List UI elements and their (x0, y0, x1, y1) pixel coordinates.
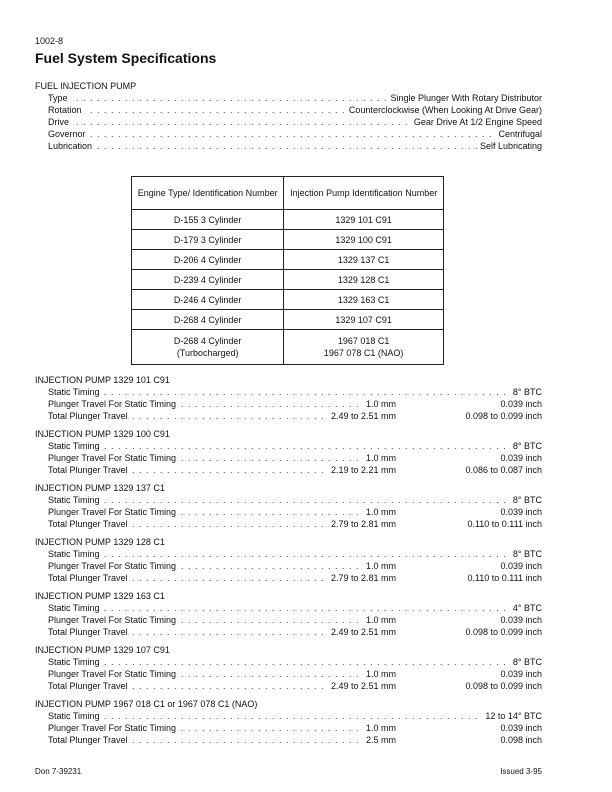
table-row (132, 250, 444, 270)
static-timing-row: . . . Static Timing 8° BTC (48, 656, 542, 668)
engine-cell: D-268 4 Cylinder (132, 310, 284, 330)
engine-cell: D-246 4 Cylinder (132, 290, 284, 310)
static-timing-row: . . . Static Timing 8° BTC (48, 386, 542, 398)
spec-label: Rotation (48, 104, 85, 116)
column-header-engine: Engine Type/ Identification Number (132, 177, 284, 210)
section-heading: FUEL INJECTION PUMP (35, 81, 137, 91)
table-row (132, 210, 444, 230)
static-timing-row: . . . Static Timing 8° BTC (48, 440, 542, 452)
total-travel-row: . . . Total Plunger Travel 2.49 to 2.51 mm 0.098 to 0.099 inch (48, 680, 542, 692)
plunger-travel-row: . . . Plunger Travel For Static Timing 1.0 mm 0.039 inch (48, 668, 542, 680)
total-travel-row: . . . Total Plunger Travel 2.49 to 2.51 mm 0.098 to 0.099 inch (48, 410, 542, 422)
page-number: 1002-8 (35, 36, 64, 46)
engine-cell: D-206 4 Cylinder (132, 250, 284, 270)
pump-cell: 1329 128 C1 (284, 270, 444, 290)
total-travel-row: . . . Total Plunger Travel 2.79 to 2.81 mm 0.110 to 0.111 inch (48, 518, 542, 530)
table-header-row (132, 177, 444, 210)
table-row (132, 330, 444, 365)
engine-cell: D-268 4 Cylinder (Turbocharged) (132, 330, 284, 365)
spec-row-lubrication (48, 140, 542, 152)
static-timing-row: . . . Static Timing 12 to 14° BTC (48, 710, 542, 722)
pump-section (35, 374, 542, 422)
pump-heading: INJECTION PUMP 1329 107 C91 (35, 645, 170, 655)
total-travel-row: . . . Total Plunger Travel 2.5 mm 0.098 inch (48, 734, 542, 746)
spec-value: Gear Drive At 1/2 Engine Speed (411, 116, 542, 128)
spec-label: Governor (48, 128, 89, 140)
table-row (132, 230, 444, 250)
pump-section (35, 644, 542, 692)
spec-row-drive (48, 116, 542, 128)
issue-date: Issued 3-95 (500, 767, 542, 776)
pump-heading: INJECTION PUMP 1329 128 C1 (35, 537, 165, 547)
pump-heading: INJECTION PUMP 1967 018 C1 or 1967 078 C1 (NAO) (35, 699, 258, 709)
spec-value: Counterclockwise (When Looking At Drive Gear) (346, 104, 542, 116)
identification-table (131, 176, 444, 365)
pump-section (35, 536, 542, 584)
static-timing-row: . . . Static Timing 8° BTC (48, 548, 542, 560)
page-title: Fuel System Specifications (35, 50, 217, 66)
spec-row-rotation (48, 104, 542, 116)
engine-cell: D-239 4 Cylinder (132, 270, 284, 290)
spec-row-type (48, 92, 542, 104)
spec-value: Centrifugal (495, 128, 542, 140)
spec-value: Self Lubricating (477, 140, 542, 152)
plunger-travel-row: . . . Plunger Travel For Static Timing 1.0 mm 0.039 inch (48, 614, 542, 626)
engine-cell: D-179 3 Cylinder (132, 230, 284, 250)
pump-cell: 1967 018 C1 1967 078 C1 (NAO) (284, 330, 444, 365)
static-timing-row: . . . Static Timing 4° BTC (48, 602, 542, 614)
table-row (132, 270, 444, 290)
table-row (132, 310, 444, 330)
pump-cell: 1329 100 C91 (284, 230, 444, 250)
table-row (132, 290, 444, 310)
pump-heading: INJECTION PUMP 1329 100 C91 (35, 429, 170, 439)
spec-label: Type (48, 92, 71, 104)
pump-section (35, 698, 542, 746)
column-header-pump: Injection Pump Identification Number (284, 177, 444, 210)
pump-heading: INJECTION PUMP 1329 163 C1 (35, 591, 165, 601)
pump-section (35, 590, 542, 638)
pump-section (35, 428, 542, 476)
pump-cell: 1329 163 C1 (284, 290, 444, 310)
pump-cell: 1329 137 C1 (284, 250, 444, 270)
plunger-travel-row: . . . Plunger Travel For Static Timing 1.0 mm 0.039 inch (48, 506, 542, 518)
spec-label: Drive (48, 116, 72, 128)
plunger-travel-row: . . . Plunger Travel For Static Timing 1.0 mm 0.039 inch (48, 722, 542, 734)
plunger-travel-row: . . . Plunger Travel For Static Timing 1.0 mm 0.039 inch (48, 560, 542, 572)
plunger-travel-row: . . . Plunger Travel For Static Timing 1.0 mm 0.039 inch (48, 398, 542, 410)
pump-heading: INJECTION PUMP 1329 101 C91 (35, 375, 170, 385)
total-travel-row: . . . Total Plunger Travel 2.79 to 2.81 mm 0.110 to 0.111 inch (48, 572, 542, 584)
pump-cell: 1329 107 C91 (284, 310, 444, 330)
spec-value: Single Plunger With Rotary Distributor (387, 92, 542, 104)
pump-cell: 1329 101 C91 (284, 210, 444, 230)
document-number: Don 7-39231 (35, 767, 82, 776)
spec-label: Lubrication (48, 140, 95, 152)
fuel-injection-pump-section (35, 80, 542, 152)
engine-cell: D-155 3 Cylinder (132, 210, 284, 230)
static-timing-row: . . . Static Timing 8° BTC (48, 494, 542, 506)
total-travel-row: . . . Total Plunger Travel 2.19 to 2.21 mm 0.086 to 0.087 inch (48, 464, 542, 476)
total-travel-row: . . . Total Plunger Travel 2.49 to 2.51 mm 0.098 to 0.099 inch (48, 626, 542, 638)
pump-heading: INJECTION PUMP 1329 137 C1 (35, 483, 165, 493)
pump-section (35, 482, 542, 530)
spec-row-governor (48, 128, 542, 140)
plunger-travel-row: . . . Plunger Travel For Static Timing 1.0 mm 0.039 inch (48, 452, 542, 464)
